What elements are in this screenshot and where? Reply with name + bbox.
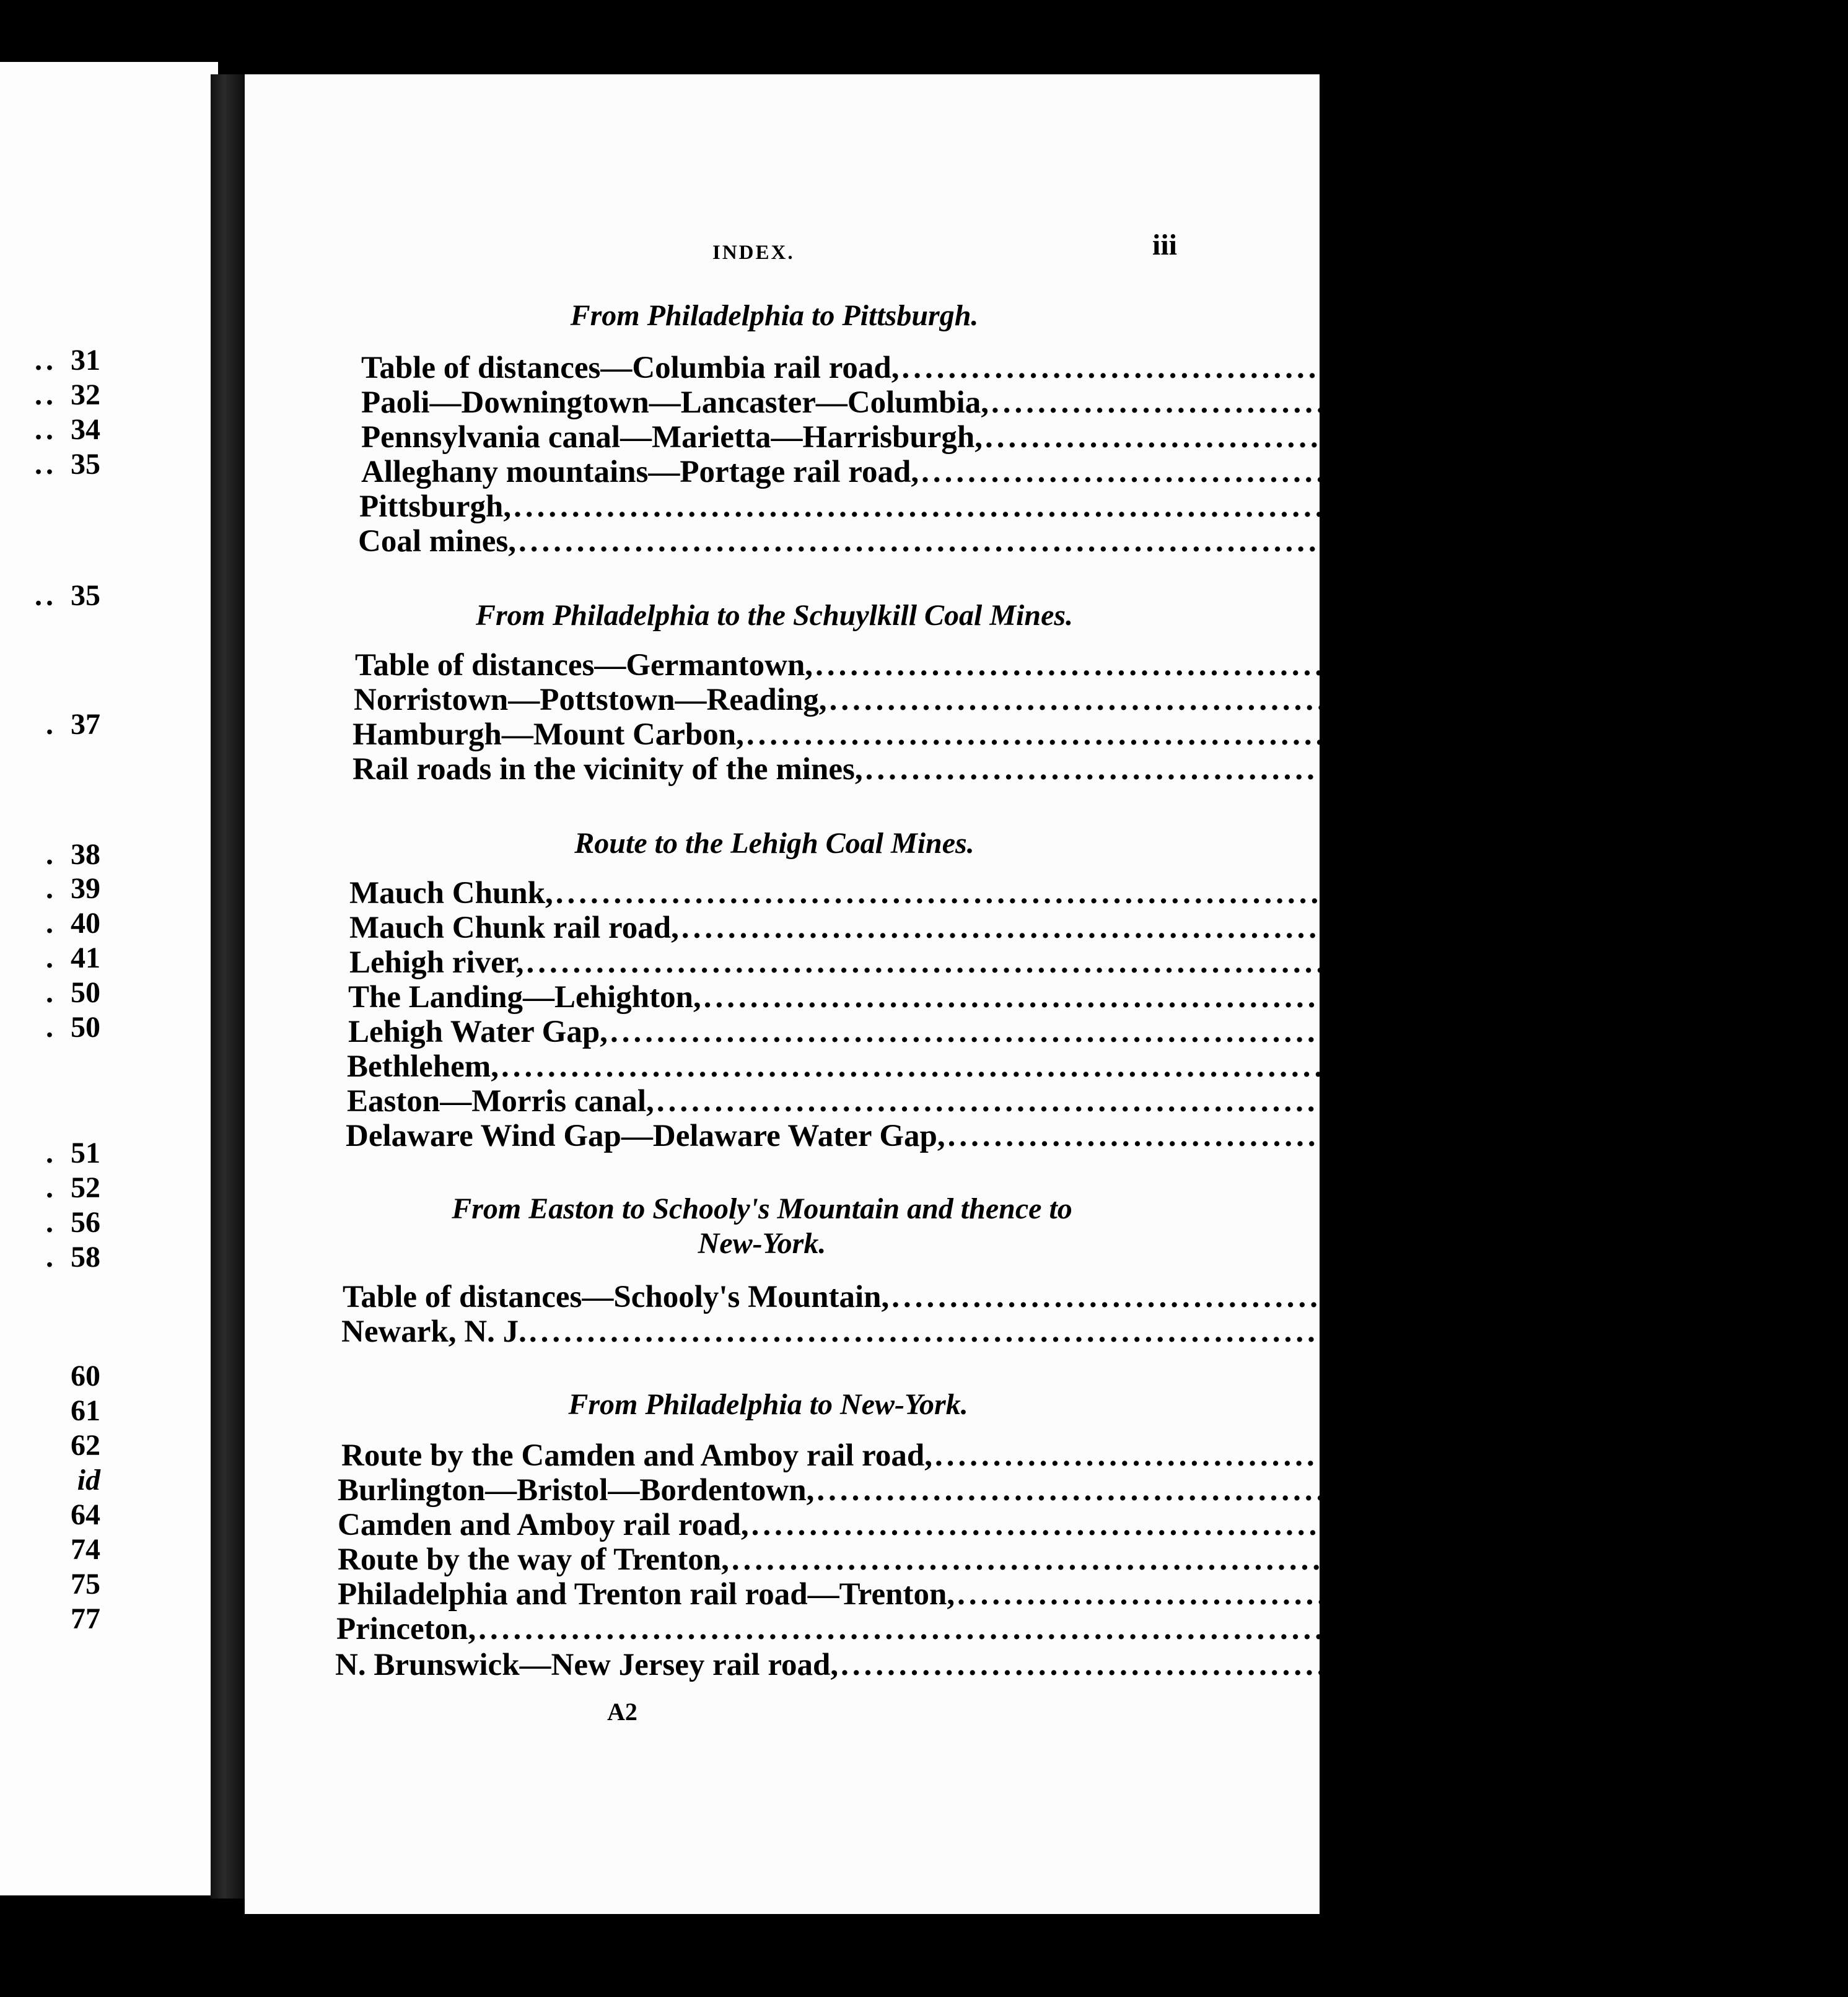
index-entry: Table of distances—Germantown, ...................................................... 92 <box>355 648 1485 683</box>
entry-page: 104 <box>1787 1438 1836 1473</box>
left-page-number: . 52 <box>46 1171 100 1204</box>
entry-page: 94 <box>1503 752 1535 787</box>
entry-text: Norristown—Pottstown—Reading, <box>354 683 827 717</box>
left-page-number: .. 31 <box>35 344 100 377</box>
section-title: From Philadelphia to New-York. <box>568 1388 968 1421</box>
entry-text: Table of distances—Germantown, <box>355 648 813 683</box>
entry-text: Princeton, <box>336 1612 476 1646</box>
entry-text: Easton—Morris canal, <box>347 1084 654 1119</box>
left-page-number: . 50 <box>46 976 100 1009</box>
entry-page: 83 <box>1437 420 1469 455</box>
entry-text: Table of distances—Columbia rail road, <box>361 351 900 385</box>
index-entry: Pennsylvania canal—Marietta—Harrisburgh, ...................................... 83 <box>361 420 1469 455</box>
index-entry: Rail roads in the vicinity of the mines, ...................................................... 94 <box>353 752 1535 787</box>
left-page-number: . 41 <box>46 942 100 974</box>
entry-page: 101 <box>1509 1084 1557 1119</box>
left-page-number: . 40 <box>46 907 100 940</box>
left-page-number: . 50 <box>46 1011 100 1044</box>
entry-page: id <box>1682 1473 1707 1508</box>
left-page-number: .. 34 <box>35 413 100 446</box>
entry-text: Burlington—Bristol—Bordentown, <box>338 1473 815 1508</box>
left-page-number: id <box>77 1464 100 1497</box>
entry-text: Alleghany mountains—Portage rail road, <box>361 455 919 489</box>
index-entry: Lehigh river, ......................................................................... 98 <box>349 945 1417 980</box>
entry-text: Hamburgh—Mount Carbon, <box>353 717 744 752</box>
entry-text: Route by the Camden and Amboy rail road, <box>341 1438 932 1473</box>
entry-text: Lehigh Water Gap, <box>348 1015 608 1049</box>
book-gutter <box>211 74 245 1899</box>
index-entry: Table of distances—Schooly's Mountain, ......................................................................... 103 <box>343 1280 1792 1314</box>
entry-page: 93 <box>1384 717 1416 752</box>
entry-page: 109 <box>1693 1648 1741 1682</box>
entry-text: Paoli—Downingtown—Lancaster—Columbia, <box>361 385 989 420</box>
index-entry: Easton—Morris canal, ......................................................................... 101 <box>347 1084 1557 1119</box>
left-page-number: 74 <box>71 1533 100 1566</box>
entry-page: 102 <box>1800 1119 1848 1153</box>
left-page-number: . 39 <box>46 872 100 905</box>
index-entry: Princeton, ......................................................................... 108 <box>336 1612 1379 1646</box>
index-entry: N. Brunswick—New Jersey rail road, ......................................................................... 109 <box>335 1648 1741 1682</box>
index-entry: Route by the Camden and Amboy rail road, ......................................................................... 104 <box>341 1438 1836 1473</box>
left-page-number: 64 <box>71 1498 100 1531</box>
index-entry: Mauch Chunk rail road, ......................................................................... 97 <box>349 911 1572 945</box>
entry-text: N. Brunswick—New Jersey rail road, <box>335 1648 839 1682</box>
entry-page: 103 <box>1745 1280 1792 1314</box>
entry-page: 85 <box>1373 455 1405 489</box>
left-page-number: .. 35 <box>35 579 100 612</box>
entry-text: Philadelphia and Trenton rail road—Trenton, <box>338 1577 955 1612</box>
signature-mark: A2 <box>607 1698 637 1726</box>
entry-text: Table of distances—Schooly's Mountain, <box>343 1280 890 1314</box>
page-folio: iii <box>1152 229 1178 261</box>
entry-page: 98 <box>1385 945 1417 980</box>
index-entry: Newark, N. J. ......................................................................... id <box>341 1314 1419 1349</box>
entry-page: 92 <box>1453 648 1485 683</box>
entry-text: Mauch Chunk rail road, <box>349 911 679 945</box>
index-entry: Delaware Wind Gap—Delaware Water Gap, ......................................................................... 102 <box>346 1119 1848 1153</box>
left-page-number: . 38 <box>46 838 100 871</box>
left-page-number: . 37 <box>46 708 100 741</box>
section-title: New-York. <box>698 1227 826 1260</box>
left-page-number: . 56 <box>46 1206 100 1239</box>
entry-text: Newark, N. J. <box>341 1314 527 1349</box>
entry-text: Lehigh river, <box>349 945 524 980</box>
entry-text: Rail roads in the vicinity of the mines, <box>353 752 863 787</box>
entry-page: 96 <box>1414 876 1446 911</box>
left-page-numbers <box>0 62 218 1895</box>
index-entry: Table of distances—Columbia rail road, ...................................... 79 <box>361 351 1386 385</box>
left-page <box>0 62 218 1895</box>
section-title: Route to the Lehigh Coal Mines. <box>574 827 974 860</box>
left-page-number: 62 <box>71 1429 100 1462</box>
entry-page: id <box>1394 1314 1419 1349</box>
entry-text: Mauch Chunk, <box>349 876 553 911</box>
index-entry: Norristown—Pottstown—Reading, ...................................................... id <box>354 683 1499 717</box>
entry-text: Delaware Wind Gap—Delaware Water Gap, <box>346 1119 945 1153</box>
left-page-number: 61 <box>71 1394 100 1427</box>
left-page-number: 77 <box>71 1602 100 1635</box>
entry-text: The Landing—Lehighton, <box>348 980 701 1015</box>
running-head: INDEX. <box>712 242 795 264</box>
index-entry: Mauch Chunk, ......................................................................... 96 <box>349 876 1446 911</box>
entry-text: Camden and Amboy rail road, <box>338 1508 749 1542</box>
entry-page: 87 <box>1377 524 1409 559</box>
entry-text: Route by the way of Trenton, <box>338 1542 729 1577</box>
entry-text: Coal mines, <box>358 524 516 559</box>
index-entry: Bethlehem, ......................................................................... 100 <box>347 1049 1402 1084</box>
entry-text: Pennsylvania canal—Marietta—Harrisburgh, <box>361 420 983 455</box>
entry-page: 97 <box>1539 911 1572 945</box>
entry-page: 99 <box>1562 980 1594 1015</box>
entry-page: id <box>1823 1577 1847 1612</box>
index-entry: Hamburgh—Mount Carbon, ...................................................... 93 <box>353 717 1416 752</box>
left-page-number: . 51 <box>46 1137 100 1169</box>
left-page-number: . 58 <box>46 1241 100 1274</box>
entry-page: 79 <box>1354 351 1386 385</box>
entry-page: 86 <box>1372 489 1404 524</box>
index-entry: Lehigh Water Gap, ......................................................................... id <box>348 1015 1500 1049</box>
index-entry: Paoli—Downingtown—Lancaster—Columbia, ...................................... 82 <box>361 385 1475 420</box>
left-page-number: .. 32 <box>35 378 100 411</box>
index-entry: Burlington—Bristol—Bordentown, ......................................................................... id <box>338 1473 1707 1508</box>
index-entry: Coal mines, ......................................................................... 87 <box>358 524 1409 559</box>
entry-page: 105 <box>1604 1508 1652 1542</box>
entry-text: Pittsburgh, <box>359 489 512 524</box>
entry-page: 100 <box>1354 1049 1402 1084</box>
index-entry: Alleghany mountains—Portage rail road, ...................................... 85 <box>361 455 1405 489</box>
entry-page: id <box>1476 1015 1500 1049</box>
index-entry: Philadelphia and Trenton rail road—Trenton, ......................................................................... id <box>338 1577 1847 1612</box>
section-title: From Easton to Schooly's Mountain and thence to <box>452 1192 1072 1225</box>
entry-page: id <box>1474 683 1499 717</box>
index-entry: Camden and Amboy rail road, ......................................................................... 105 <box>338 1508 1652 1542</box>
entry-page: 107 <box>1584 1542 1632 1577</box>
left-page-number: .. 35 <box>35 448 100 481</box>
section-title: From Philadelphia to the Schuylkill Coal Mines. <box>475 599 1074 632</box>
entry-page: 82 <box>1443 385 1475 420</box>
entry-page: 108 <box>1331 1612 1379 1646</box>
entry-text: Bethlehem, <box>347 1049 499 1084</box>
index-entry: Pittsburgh, ......................................................................... 86 <box>359 489 1404 524</box>
left-page-number: 60 <box>71 1360 100 1392</box>
section-title: From Philadelphia to Pittsburgh. <box>570 299 979 332</box>
left-page-number: 75 <box>71 1568 100 1601</box>
index-entry: The Landing—Lehighton, ......................................................................... 99 <box>348 980 1594 1015</box>
index-entry: Route by the way of Trenton, ......................................................................... 107 <box>338 1542 1632 1577</box>
